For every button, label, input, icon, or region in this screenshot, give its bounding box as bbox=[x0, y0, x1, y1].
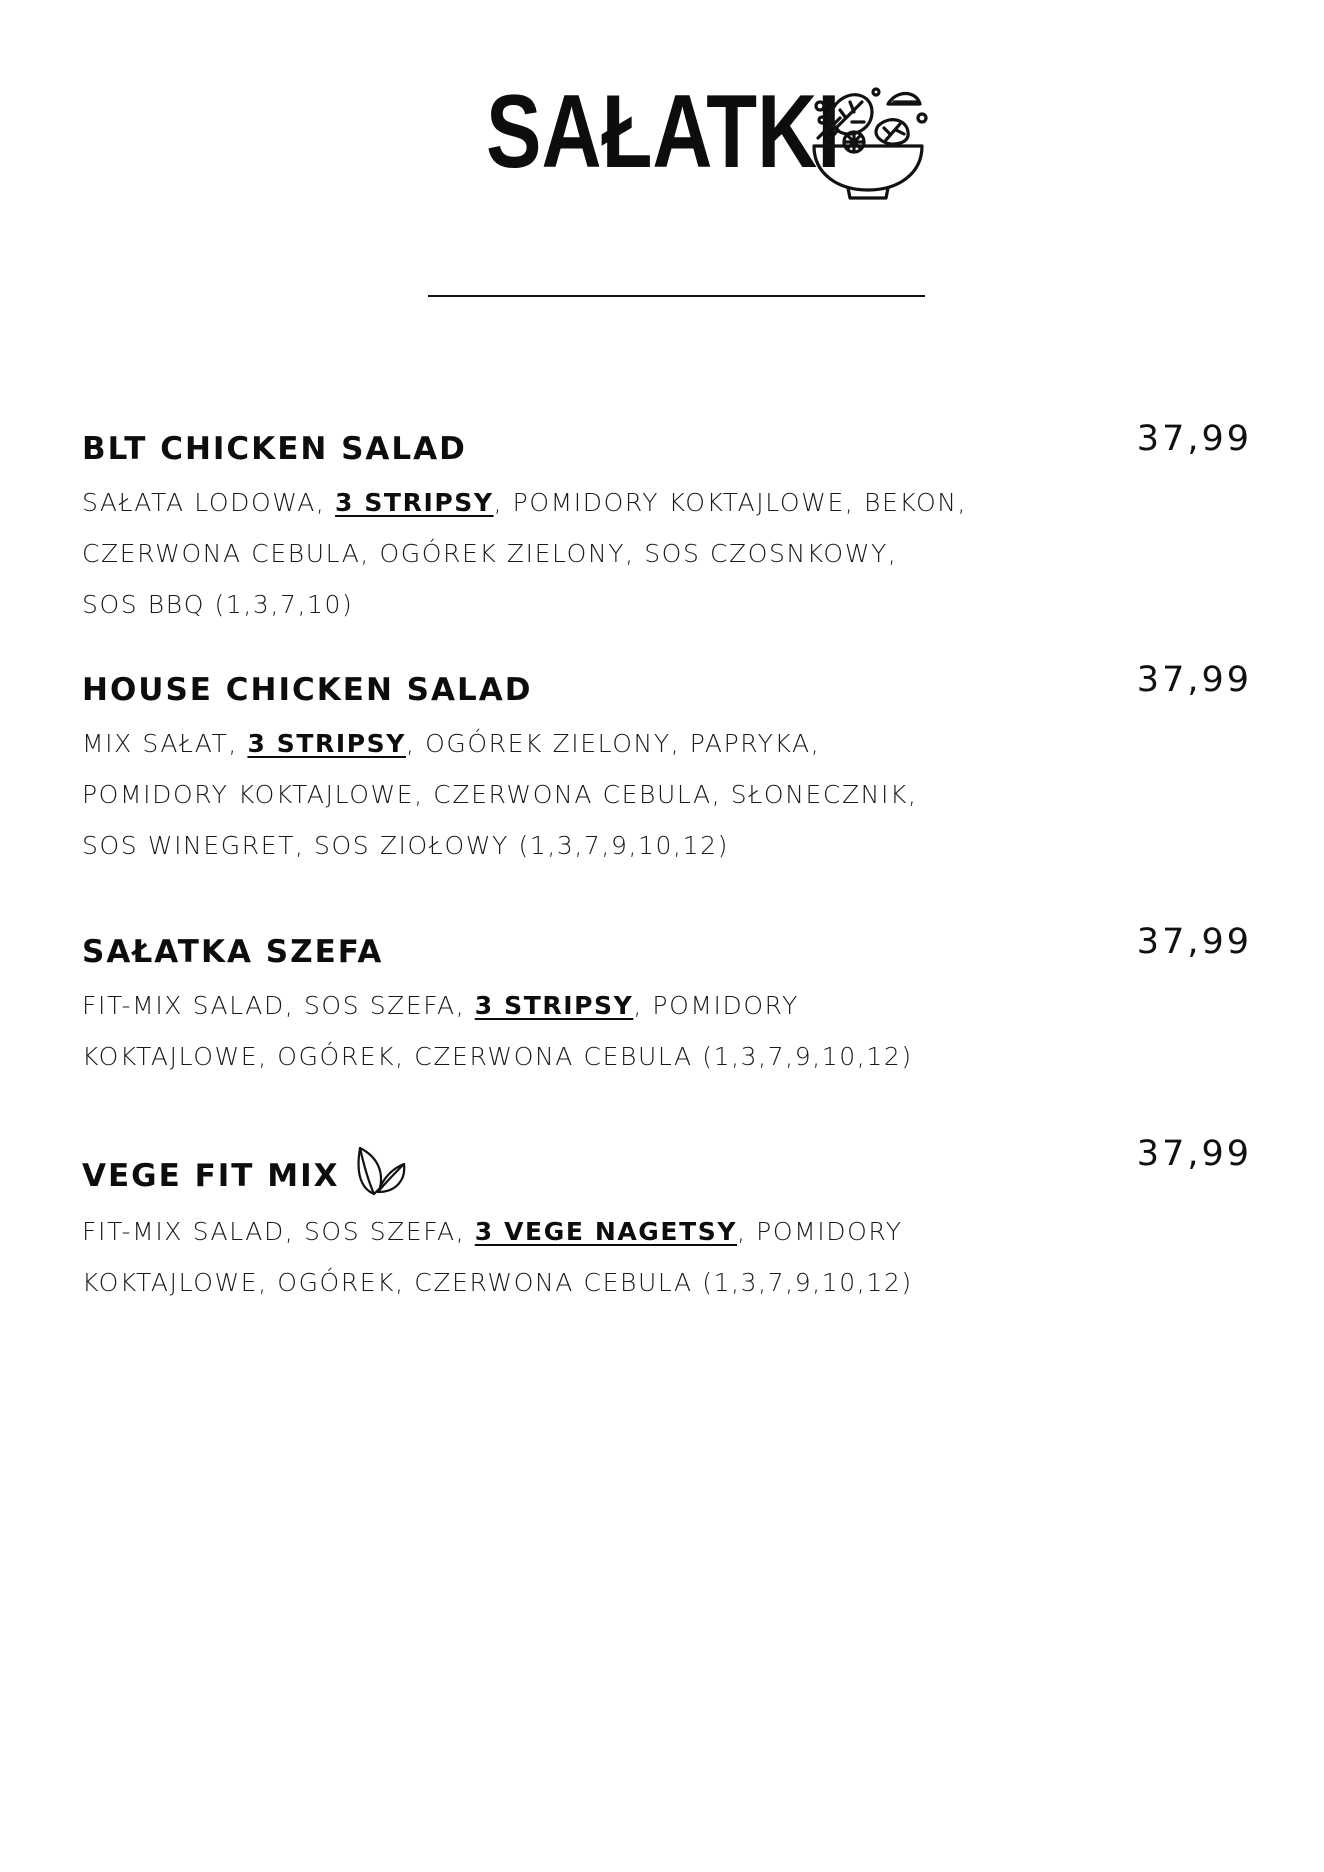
item-description bbox=[82, 1206, 1252, 1308]
item-name: HOUSE CHICKEN SALAD bbox=[82, 672, 533, 708]
menu-item bbox=[82, 660, 1252, 871]
item-price: 37,99 bbox=[1136, 660, 1252, 700]
description-line: FIT-MIX SALAD, SOS SZEFA, 3 STRIPSY, POMIDORY bbox=[82, 991, 799, 1020]
description-line: MIX SAŁAT, 3 STRIPSY, OGÓREK ZIELONY, PAPRYKA, bbox=[82, 729, 821, 758]
description-line: KOKTAJLOWE, OGÓREK, CZERWONA CEBULA (1,3,7,9,10,12) bbox=[82, 1268, 913, 1297]
description-line: CZERWONA CEBULA, OGÓREK ZIELONY, SOS CZOSNKOWY, bbox=[82, 539, 898, 568]
description-line: SOS WINEGRET, SOS ZIOŁOWY (1,3,7,9,10,12) bbox=[82, 831, 729, 860]
menu-item bbox=[82, 419, 1252, 630]
description-line: POMIDORY KOKTAJLOWE, CZERWONA CEBULA, SŁONECZNIK, bbox=[82, 780, 918, 809]
title-divider bbox=[428, 295, 925, 297]
description-line: SAŁATA LODOWA, 3 STRIPSY, POMIDORY KOKTAJLOWE, BEKON, bbox=[82, 488, 968, 517]
item-price: 37,99 bbox=[1136, 1134, 1252, 1174]
item-description bbox=[82, 477, 1252, 630]
highlighted-ingredient: 3 STRIPSY bbox=[247, 729, 406, 758]
item-name: SAŁATKA SZEFA bbox=[82, 934, 384, 970]
menu-header bbox=[0, 74, 1324, 220]
item-price: 37,99 bbox=[1136, 419, 1252, 459]
item-name: BLT CHICKEN SALAD bbox=[82, 431, 467, 467]
description-line: FIT-MIX SALAD, SOS SZEFA, 3 VEGE NAGETSY, POMIDORY bbox=[82, 1217, 903, 1246]
description-line: SOS BBQ (1,3,7,10) bbox=[82, 590, 354, 619]
menu-item bbox=[82, 922, 1252, 1082]
menu-item bbox=[82, 1134, 1252, 1308]
highlighted-ingredient: 3 STRIPSY bbox=[474, 991, 634, 1020]
item-name: VEGE FIT MIX bbox=[82, 1144, 1252, 1198]
vegan-leaf-icon bbox=[354, 1144, 406, 1198]
item-price: 37,99 bbox=[1136, 922, 1252, 962]
salad-bowl-icon bbox=[806, 82, 930, 206]
item-description bbox=[82, 718, 1252, 871]
highlighted-ingredient: 3 STRIPSY bbox=[335, 488, 494, 517]
highlighted-ingredient: 3 VEGE NAGETSY bbox=[474, 1217, 738, 1246]
page-title: SAŁATKI bbox=[486, 74, 841, 190]
description-line: KOKTAJLOWE, OGÓREK, CZERWONA CEBULA (1,3,7,9,10,12) bbox=[82, 1042, 913, 1071]
item-description bbox=[82, 980, 1252, 1082]
